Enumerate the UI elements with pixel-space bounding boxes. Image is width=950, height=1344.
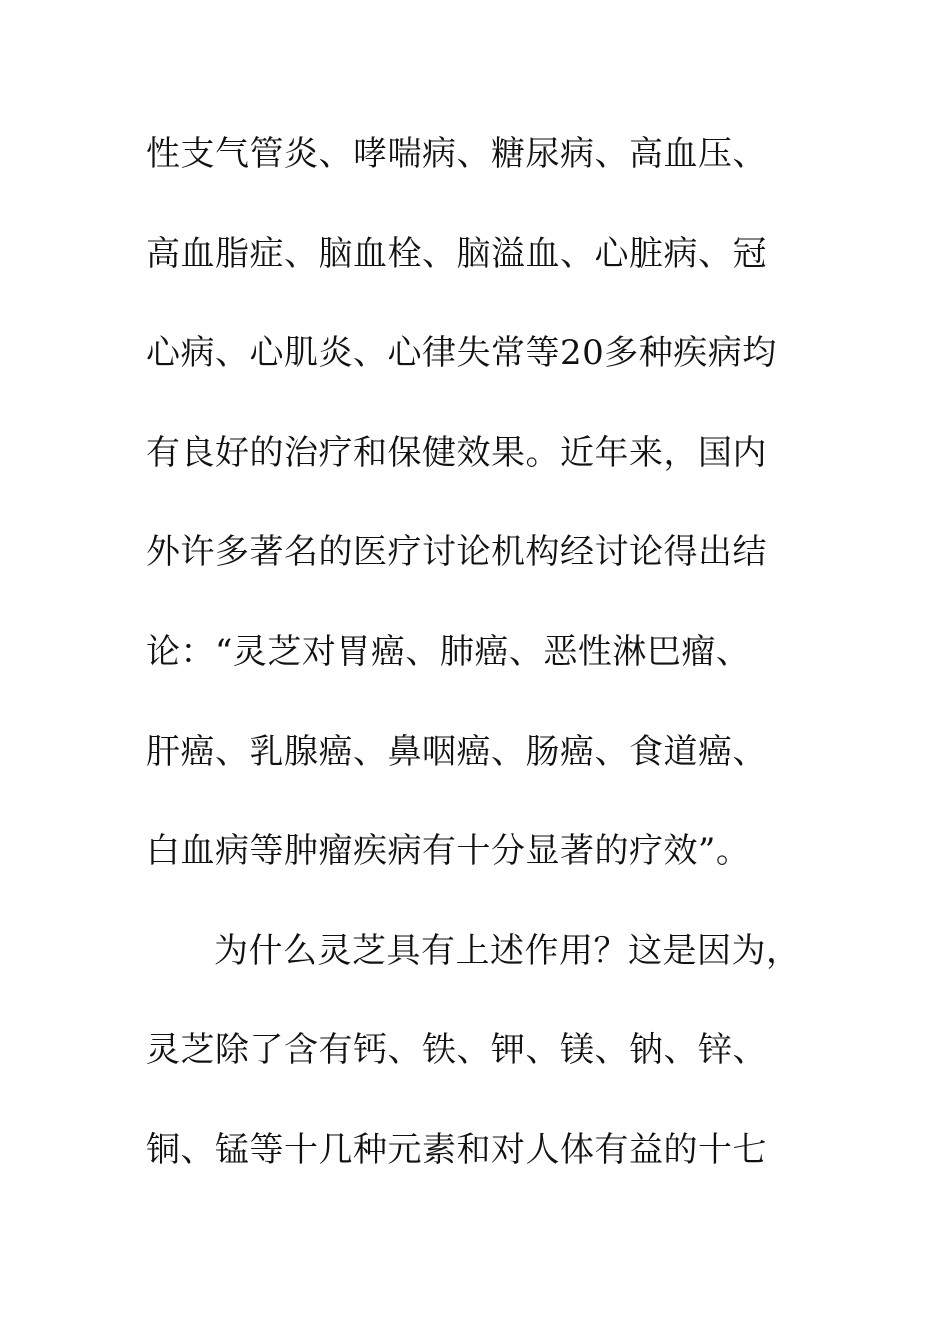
paragraph-start-line: 为什么灵芝具有上述作用？这是因为， xyxy=(214,930,801,971)
text-line-4: 有良好的治疗和保健效果。近年来，国内 xyxy=(146,432,767,473)
text-line-2: 高血脂症、脑血栓、脑溢血、心脏病、冠 xyxy=(146,233,767,274)
text-line-6: 论：“灵芝对胃癌、肺癌、恶性淋巴瘤、 xyxy=(146,631,751,672)
text-line-5: 外许多著名的医疗讨论机构经讨论得出结 xyxy=(146,532,767,573)
text-line-1: 性支气管炎、哮喘病、糖尿病、高血压、 xyxy=(146,134,767,174)
body-text xyxy=(146,124,806,1220)
text-line-7: 肝癌、乳腺癌、鼻咽癌、肠癌、食道癌、 xyxy=(146,731,767,772)
text-line-3: 心病、心肌炎、心律失常等20多种疾病均 xyxy=(146,333,777,374)
text-line-8: 白血病等肿瘤疾病有十分显著的疗效”。 xyxy=(146,831,751,872)
text-line-10: 灵芝除了含有钙、铁、钾、镁、钠、锌、 xyxy=(146,1030,767,1071)
text-line-11: 铜、锰等十几种元素和对人体有益的十七 xyxy=(146,1129,767,1170)
